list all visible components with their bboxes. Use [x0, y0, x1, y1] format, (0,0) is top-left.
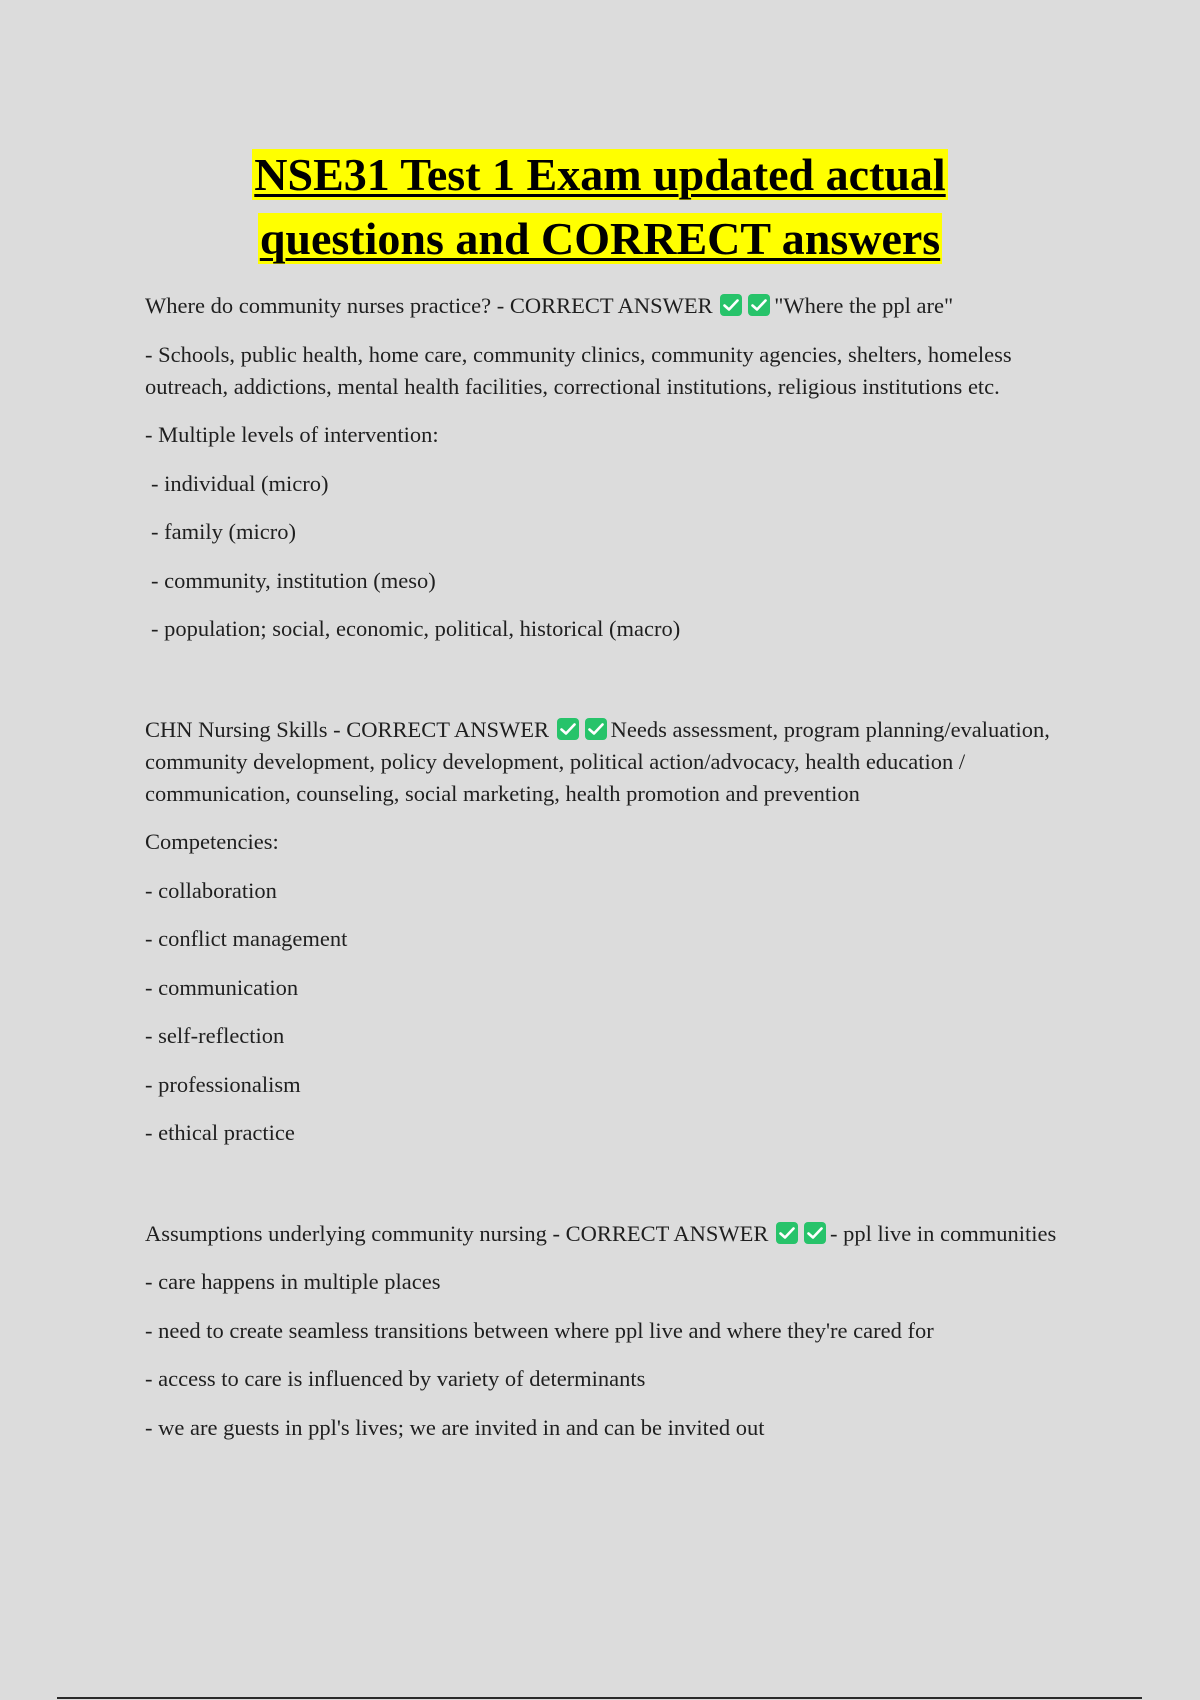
- check-mark-button-icon: [748, 294, 770, 316]
- answer-2-line: - professionalism: [145, 1071, 301, 1097]
- answer-1-text: "Where the ppl are": [774, 293, 954, 318]
- answer-2-line: - collaboration: [145, 877, 277, 903]
- answer-3-text: - ppl live in communities: [829, 1220, 1057, 1246]
- answer-1-line: - Schools, public health, home care, community clinics, community agencies, shelters, homeless outreach, addictions, mental health facilities, correctional institutions, religious institutions etc.: [145, 341, 1012, 399]
- answer-2-line: - conflict management: [145, 926, 348, 951]
- check-mark-button-icon: [585, 718, 607, 740]
- answer-1-line: - community, institution (meso): [151, 567, 436, 593]
- answer-3-line: - care happens in multiple places: [145, 1269, 441, 1294]
- question-1-text: Where do community nurses practice? - CORRECT ANSWER: [145, 293, 713, 318]
- question-1: [145, 290, 1065, 322]
- check-mark-button-icon: [776, 1222, 798, 1244]
- answer-2-line: - self-reflection: [145, 1023, 285, 1048]
- section-gap: [145, 1166, 1065, 1218]
- answer-2-line: Competencies:: [145, 829, 279, 854]
- question-2-text: CHN Nursing Skills - CORRECT ANSWER: [145, 716, 550, 742]
- answer-2-line: - communication: [145, 974, 299, 1000]
- answer-3-line: - need to create seamless transitions between where ppl live and where they're cared for: [145, 1317, 934, 1343]
- answer-3-line: - access to care is influenced by variety of determinants: [145, 1366, 646, 1391]
- answer-1-line: - individual (micro): [151, 470, 329, 496]
- title-line-1: NSE31 Test 1 Exam updated actual: [254, 149, 946, 200]
- answer-1-line: - family (micro): [151, 519, 296, 544]
- answer-1-line: - Multiple levels of intervention:: [145, 422, 439, 447]
- document-title: [0, 143, 1200, 271]
- check-mark-button-icon: [557, 718, 579, 740]
- title-line-2: questions and CORRECT answers: [259, 213, 941, 264]
- section-gap: [145, 662, 1065, 714]
- question-3: [145, 1218, 1065, 1250]
- answer-1-line: - population; social, economic, political, historical (macro): [151, 616, 681, 641]
- check-mark-button-icon: [804, 1222, 826, 1244]
- bottom-divider: [57, 1697, 1142, 1699]
- question-3-text: Assumptions underlying community nursing - CORRECT ANSWER: [145, 1220, 769, 1246]
- document-body: [145, 290, 1065, 1460]
- answer-2-text: Needs assessment, program planning/evaluation, community development, policy development, political action/advocacy, health education / communication, counseling, social marketing, health promotion and prevention: [145, 716, 1050, 806]
- check-mark-button-icon: [720, 294, 742, 316]
- answer-2-line: - ethical practice: [145, 1120, 295, 1145]
- question-2: [145, 714, 1065, 810]
- answer-3-line: - we are guests in ppl's lives; we are invited in and can be invited out: [145, 1414, 765, 1440]
